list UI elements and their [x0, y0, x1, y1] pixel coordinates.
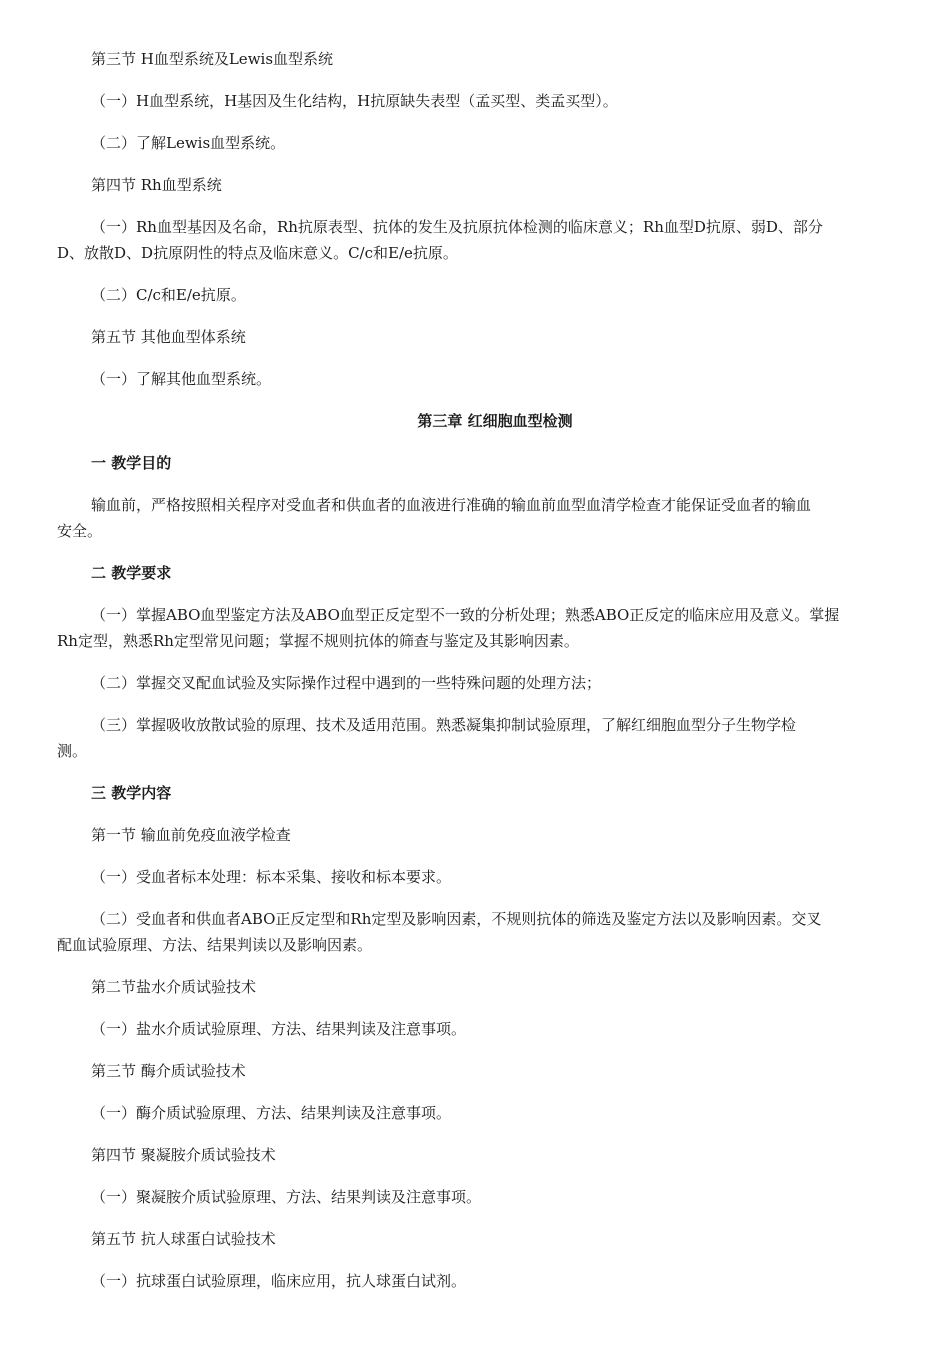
- section-heading: 第四节 Rh血型系统: [91, 176, 222, 194]
- paragraph: （一）抗球蛋白试验原理，临床应用，抗人球蛋白试剂。: [91, 1272, 467, 1290]
- paragraph: （一）掌握ABO血型鉴定方法及ABO血型正反定型不一致的分析处理；熟悉ABO正反定的临床应用及意义。掌握: [91, 606, 840, 624]
- section-heading: 第三节 H血型系统及Lewis血型系统: [91, 50, 334, 68]
- paragraph: （一）H血型系统，H基因及生化结构，H抗原缺失表型（孟买型、类孟买型）。: [91, 92, 618, 110]
- paragraph: （三）掌握吸收放散试验的原理、技术及适用范围。熟悉凝集抑制试验原理，了解红细胞血型分子生物学检: [91, 716, 797, 734]
- section-heading: 第四节 聚凝胺介质试验技术: [91, 1146, 276, 1164]
- subsection-heading: 三 教学内容: [91, 784, 172, 802]
- paragraph: （二）了解Lewis血型系统。: [91, 134, 286, 152]
- paragraph-continuation: 测。: [57, 742, 88, 760]
- subsection-heading: 二 教学要求: [91, 564, 172, 582]
- section-heading: 第二节盐水介质试验技术: [91, 978, 257, 996]
- section-heading: 第三节 酶介质试验技术: [91, 1062, 246, 1080]
- paragraph: 输血前，严格按照相关程序对受血者和供血者的血液进行准确的输血前血型血清学检查才能保证受血者的输血: [91, 496, 812, 514]
- section-heading: 第五节 其他血型体系统: [91, 328, 246, 346]
- paragraph-continuation: 安全。: [57, 522, 103, 540]
- paragraph: （二）受血者和供血者ABO正反定型和Rh定型及影响因素，不规则抗体的筛选及鉴定方法以及影响因素。交叉: [91, 910, 822, 928]
- paragraph: （一）盐水介质试验原理、方法、结果判读及注意事项。: [91, 1020, 467, 1038]
- paragraph: （一）Rh血型基因及名命，Rh抗原表型、抗体的发生及抗原抗体检测的临床意义；Rh血型D抗原、弱D、部分: [91, 218, 823, 236]
- subsection-heading: 一 教学目的: [91, 454, 172, 472]
- paragraph: （一）受血者标本处理：标本采集、接收和标本要求。: [91, 868, 452, 886]
- paragraph-continuation: Rh定型，熟悉Rh定型常见问题；掌握不规则抗体的筛查与鉴定及其影响因素。: [57, 632, 579, 650]
- paragraph: （一）酶介质试验原理、方法、结果判读及注意事项。: [91, 1104, 452, 1122]
- chapter-title: 第三章 红细胞血型检测: [417, 412, 573, 430]
- paragraph-continuation: D、放散D、D抗原阴性的特点及临床意义。C/c和E/e抗原。: [57, 244, 458, 262]
- paragraph: （一）了解其他血型系统。: [91, 370, 272, 388]
- paragraph-continuation: 配血试验原理、方法、结果判读以及影响因素。: [57, 936, 373, 954]
- section-heading: 第一节 输血前免疫血液学检查: [91, 826, 291, 844]
- paragraph: （一）聚凝胺介质试验原理、方法、结果判读及注意事项。: [91, 1188, 482, 1206]
- paragraph: （二）C/c和E/e抗原。: [91, 286, 246, 304]
- paragraph: （二）掌握交叉配血试验及实际操作过程中遇到的一些特殊问题的处理方法；: [91, 674, 602, 692]
- section-heading: 第五节 抗人球蛋白试验技术: [91, 1230, 276, 1248]
